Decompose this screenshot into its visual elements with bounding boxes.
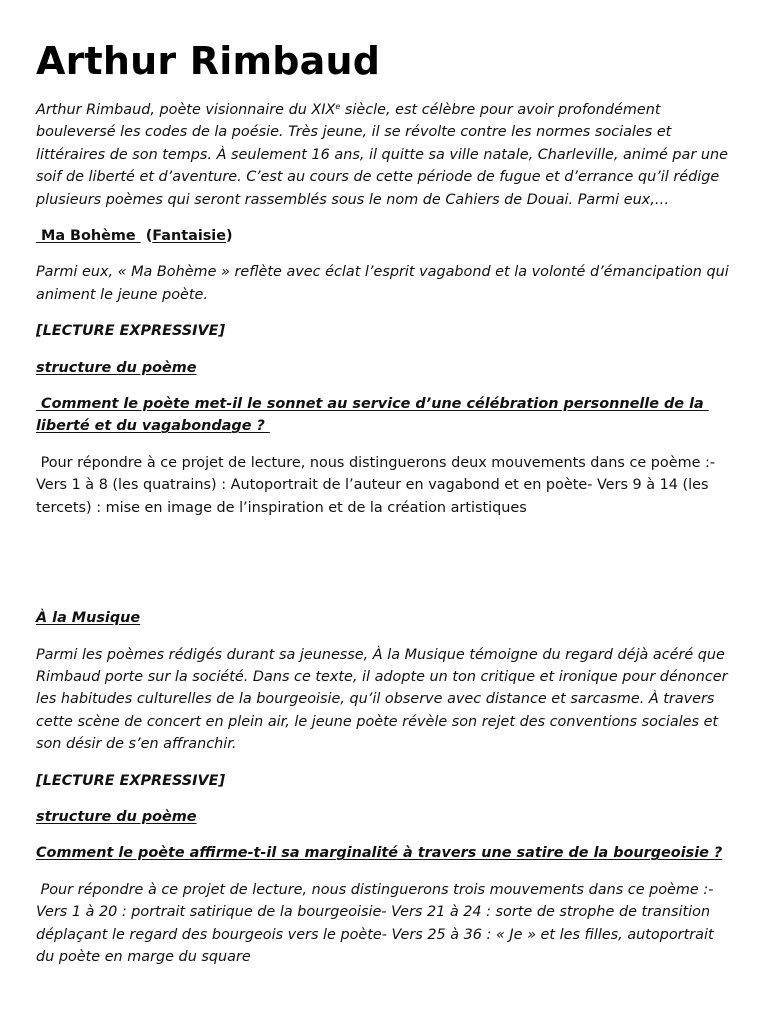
poem1-description: Parmi eux, « Ma Bohème » reflète avec éclat l’esprit vagabond et la volonté d’émancipation qui animent le jeune poète. [36, 264, 729, 303]
intro-text-start: Arthur Rimbaud, poète visionnaire du XIX [36, 102, 336, 118]
poem1-title: Ma Bohème [36, 228, 141, 245]
poem2-description: Parmi les poèmes rédigés durant sa jeunesse, À la Musique témoigne du regard déjà acéré que Rimbaud porte sur la société. Dans ce texte, il adopte un ton critique et ironique pour dénoncer les habitudes culturelles de la bourgeoisie, qu’il observe avec distance et sarcasme. À travers cette scène de concert en plein air, le jeune poète révèle son rejet des conventions sociales et son désir de s’en affranchir. [36, 646, 728, 753]
intro-text-end: siècle, est célèbre pour avoir profondément bouleversé les codes de la poésie. Très jeune, il se révolte contre les normes sociales et littéraires de son temps. À seulement 16 ans, il quitte sa ville natale, Charleville, animé par une soif de liberté et d’aventure. C’est au cours de cette période de fugue et d’errance qu’il rédige plusieurs poèmes qui seront rassemblés sous le nom de Cahiers de Douai. Parmi eux,… [36, 102, 728, 208]
poem2-title: À la Musique [36, 610, 141, 627]
intro-superscript: e [335, 102, 341, 111]
poem1-reading-label: [LECTURE EXPRESSIVE] [36, 323, 226, 340]
poem2-structure-label: structure du poème [36, 808, 197, 825]
poem1-structure-label: structure du poème [36, 359, 197, 376]
page-title: Arthur Rimbaud [36, 39, 381, 83]
poem2-reading-label: [LECTURE EXPRESSIVE] [36, 772, 226, 789]
poem2-plan: Pour répondre à ce projet de lecture, nous distinguerons trois mouvements dans ce poème :- Vers 1 à 20 : portrait satirique de la bourgeoisie- Vers 21 à 24 : sorte de strophe de transition déplaçant le regard des bourgeois vers le poète- Vers 25 à 36 : « Je » et les filles, autoportrait du poète en marge du square [36, 881, 719, 965]
poem1-heading [36, 225, 736, 247]
poem1-plan: Pour répondre à ce projet de lecture, nous distinguerons deux mouvements dans ce poème :- Vers 1 à 8 (les quatrains) : Autoportrait de l’auteur en vagabond et en poète- Vers 9 à 14 (les tercets) : mise en image de l’inspiration et de la création artistiques [36, 454, 720, 516]
poem1-subtitle-open: ( [140, 228, 153, 245]
poem1-subtitle-close: ) [226, 228, 233, 245]
document-page [36, 0, 736, 968]
poem2-question: Comment le poète affirme-t-il sa marginalité à travers une satire de la bourgeoisie ? [36, 845, 723, 862]
poem1-question: Comment le poète met-il le sonnet au service d’une célébration personnelle de la liberté et du vagabondage ? [36, 396, 709, 435]
poem1-subtitle: Fantaisie [152, 228, 227, 245]
intro-paragraph [36, 96, 736, 211]
